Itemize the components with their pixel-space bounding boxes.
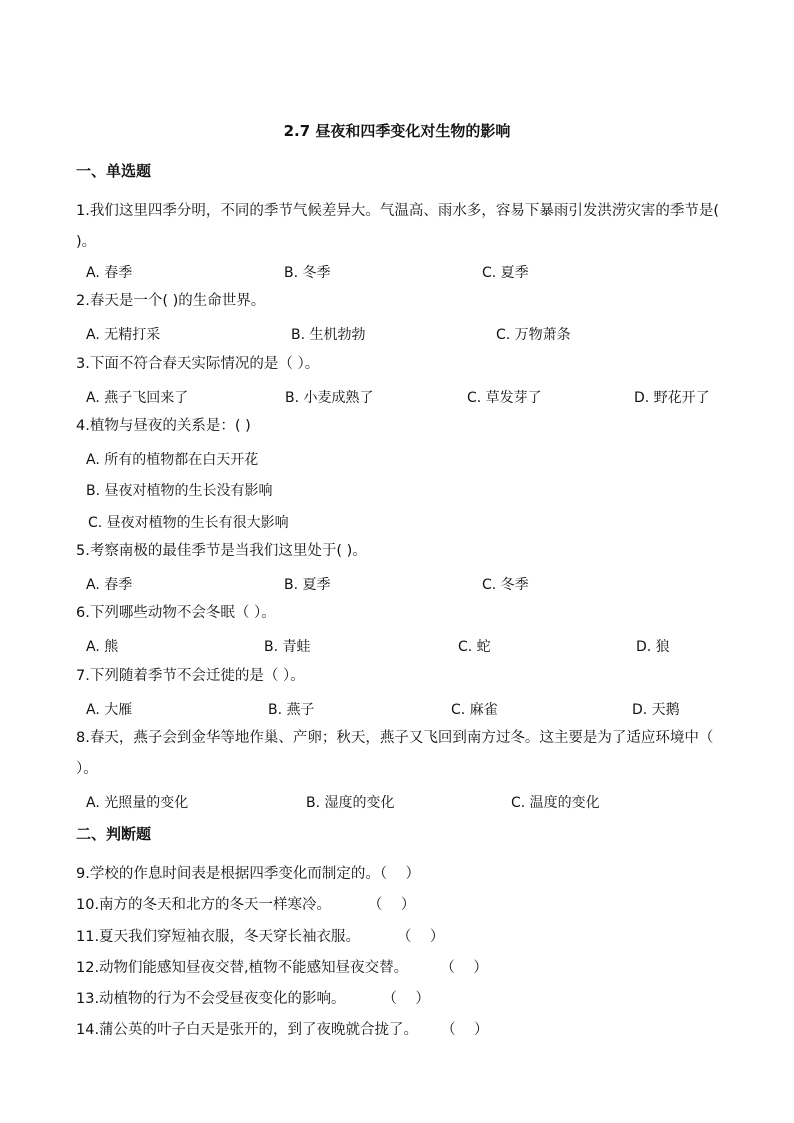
question-3: 3.下面不符合春天实际情况的是（ ）。 xyxy=(76,356,320,372)
option-d[interactable]: D. 狼 xyxy=(636,639,670,655)
question-7: 7.下列随着季节不会迁徙的是（ ）。 xyxy=(76,668,305,684)
option-b[interactable]: B. 湿度的变化 xyxy=(306,795,395,811)
question-8: 8.春天，燕子会到金华等地作巢、产卵；秋天，燕子又飞回到南方过冬。这主要是为了适应环境中（ ）。 xyxy=(76,730,714,777)
option-a[interactable]: A. 无精打采 xyxy=(86,327,161,343)
question-7-options xyxy=(86,699,726,723)
option-b[interactable]: B. 冬季 xyxy=(284,265,331,281)
option-b[interactable]: B. 小麦成熟了 xyxy=(285,390,374,406)
option-c[interactable]: C. 万物萧条 xyxy=(496,327,571,343)
option-d[interactable]: D. 天鹅 xyxy=(632,702,680,718)
question-5: 5.考察南极的最佳季节是当我们这里处于( )。 xyxy=(76,543,367,559)
question-4-option-b[interactable]: B. 昼夜对植物的生长没有影响 xyxy=(86,483,273,499)
option-a[interactable]: A. 熊 xyxy=(86,639,119,655)
option-c[interactable]: C. 冬季 xyxy=(482,577,529,593)
question-2-options xyxy=(86,324,726,348)
question-4: 4.植物与昼夜的关系是：( ) xyxy=(76,418,251,434)
question-3-options xyxy=(86,387,726,411)
option-a[interactable]: A. 春季 xyxy=(86,577,133,593)
judgment-item: 13.动植物的行为不会受昼夜变化的影响。 （ ） xyxy=(76,991,430,1007)
option-b[interactable]: B. 燕子 xyxy=(268,702,315,718)
judgment-item: 10.南方的冬天和北方的冬天一样寒冷。 （ ） xyxy=(76,897,416,913)
option-a[interactable]: A. 光照量的变化 xyxy=(86,795,189,811)
option-b[interactable]: B. 青蛙 xyxy=(264,639,311,655)
judgment-item: 11.夏天我们穿短袖衣服，冬天穿长袖衣服。 （ ） xyxy=(76,929,445,945)
question-1: 1.我们这里四季分明，不同的季节气候差异大。气温高、雨水多，容易下暴雨引发洪涝灾害的季节是( )。 xyxy=(76,203,719,250)
option-a[interactable]: A. 燕子飞回来了 xyxy=(86,390,189,406)
judgment-item: 12.动物们能感知昼夜交替,植物不能感知昼夜交替。 （ ） xyxy=(76,960,488,976)
question-4-option-a[interactable]: A. 所有的植物都在白天开花 xyxy=(86,452,259,468)
option-a[interactable]: A. 春季 xyxy=(86,265,133,281)
question-5-options xyxy=(86,574,726,598)
option-c[interactable]: C. 温度的变化 xyxy=(511,795,600,811)
option-b[interactable]: B. 生机勃勃 xyxy=(291,327,366,343)
option-a[interactable]: A. 大雁 xyxy=(86,702,133,718)
option-c[interactable]: C. 草发芽了 xyxy=(467,390,542,406)
question-1-options xyxy=(86,262,726,286)
judgment-item: 9.学校的作息时间表是根据四季变化而制定的。（ ） xyxy=(76,866,421,882)
option-c[interactable]: C. 麻雀 xyxy=(451,702,498,718)
question-8-options xyxy=(86,792,726,816)
question-4-option-c[interactable]: C. 昼夜对植物的生长有很大影响 xyxy=(88,515,289,531)
judgment-item: 14.蒲公英的叶子白天是张开的，到了夜晚就合拢了。 （ ） xyxy=(76,1022,489,1038)
option-c[interactable]: C. 蛇 xyxy=(458,639,491,655)
question-2: 2.春天是一个( )的生命世界。 xyxy=(76,293,266,309)
section-heading-true-false: 二、判断题 xyxy=(76,825,152,843)
page-title: 2.7 昼夜和四季变化对生物的影响 xyxy=(283,122,511,140)
option-d[interactable]: D. 野花开了 xyxy=(634,390,710,406)
option-c[interactable]: C. 夏季 xyxy=(482,265,529,281)
question-6-options xyxy=(86,636,726,660)
question-6: 6.下列哪些动物不会冬眠（ ）。 xyxy=(76,605,276,621)
option-b[interactable]: B. 夏季 xyxy=(284,577,331,593)
section-heading-single-choice: 一、单选题 xyxy=(76,162,152,180)
